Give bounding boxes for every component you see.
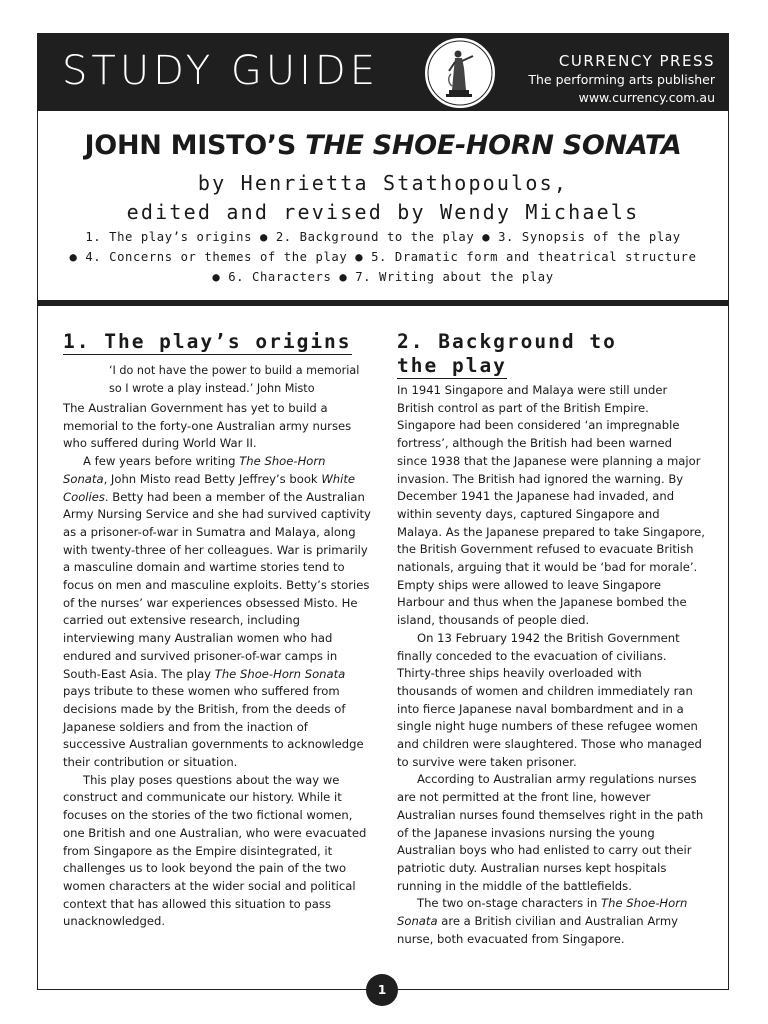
left-column [63,326,371,931]
epigraph-quote: ‘I do not have the power to build a memorial so I wrote a play instead.’ John Misto [109,364,360,395]
table-of-contents [37,227,729,287]
paragraph: According to Australian army regulations nurses are not permitted at the front line, however Australian nurses found themselves right in the path of the Japanese invasions nursing the young Australian boys who had enlisted to carry out their patriotic duty. Australian nurses kept hospitals running in the middle of the battlefields. [397,772,704,893]
statue-figure-logo-icon [423,36,497,110]
paragraph: The Australian Government has yet to build a memorial to the forty-one Australian army nurses who suffered during World War II. [63,401,352,451]
title-block [37,111,729,301]
paragraph: This play poses questions about the way we construct and communicate our history. While it focuses on the stories of the two fictional women, one British and one Australian, who were evacuated from Singapore as the Empire disintegrated, it challenges us to look beyond the pain of the two women characters at the wider social and political context that has allowed this situation to pass unacknowledged. [63,772,367,929]
byline-author: by Henrietta Stathopoulos, [197,171,569,195]
toc-line: 1. The play’s origins ● 2. Background to the play ● 3. Synopsis of the play [85,230,681,244]
section-heading-origins: 1. The play’s origins [63,330,352,353]
title-prefix: JOHN MISTO’S [84,130,306,161]
divider-rule [37,300,729,306]
title-play-name: THE SHOE-HORN SONATA [305,130,682,161]
page-number-badge: 1 [366,974,398,1006]
study-guide-title: STUDY GUIDE [62,48,380,94]
paragraph: In 1941 Singapore and Malaya were still under British control as part of the British Empire. Singapore had been considered ‘an impregnable fortress’, although the British had been warned since 1938 that the Japanese were planning a major invasion. The British had ignored the warning. By December 1941 the Japanese had invaded, and within seventy days, captured Singapore and Malaya. As the Japanese prepared to take Singapore, the British Government refused to evacuate British nationals, arguing that it would be ‘bad for morale’. Empty ships were allowed to leave Singapore Harbour and thus when the Japanese bombed the island, thousands of people died. [397,383,705,628]
right-column [397,326,705,949]
document-title [37,129,729,163]
toc-line: ● 6. Characters ● 7. Writing about the play [212,270,554,284]
publisher-name: CURRENCY PRESS [558,52,715,70]
publisher-tagline: The performing arts publisher [528,72,715,87]
paragraph: The two on-stage characters in The Shoe-Horn Sonata are a British civilian and Australian Army nurse, both evacuated from Singapore. [397,896,688,946]
byline-editor: edited and revised by Wendy Michaels [126,200,640,224]
paragraph: On 13 February 1942 the British Government finally conceded to the evacuation of civilians. Thirty-three ships heavily overloaded with thousands of women and children immediately ran into fierce Japanese naval bombardment and in a single night huge numbers of these refugee women and children were slaughtered. Those who managed to survive were taken prisoner. [397,630,702,769]
paragraph: A few years before writing The Shoe-Horn Sonata, John Misto read Betty Jeffrey’s book White Coolies. Betty had been a member of the Australian Army Nursing Service and she had survived captivity as a prisoner-of-war in Sumatra and Malaya, along with twenty-three of her colleagues. War is primarily a masculine domain and wartime stories tend to focus on men and masculine exploits. Betty’s stories of the nurses’ war experiences obsessed Misto. He carried out extensive research, including interviewing many Australian women who had endured and survived prisoner-of-war camps in South-East Asia. The play The Shoe-Horn Sonata pays tribute to these women who suffered from decisions made by the British, from the deeds of Japanese soldiers and from the inaction of successive Australian governments to acknowledge their contribution or situation. [63,454,371,770]
publisher-url[interactable]: www.currency.com.au [578,90,715,105]
section-body-origins [63,400,371,931]
publisher-block [528,51,715,107]
toc-line: ● 4. Concerns or themes of the play ● 5. Dramatic form and theatrical structure [69,250,697,264]
section-heading-background: 2. Background to the play [397,330,617,377]
section-body-background [397,382,705,949]
byline [37,169,729,227]
header-band [37,33,729,111]
